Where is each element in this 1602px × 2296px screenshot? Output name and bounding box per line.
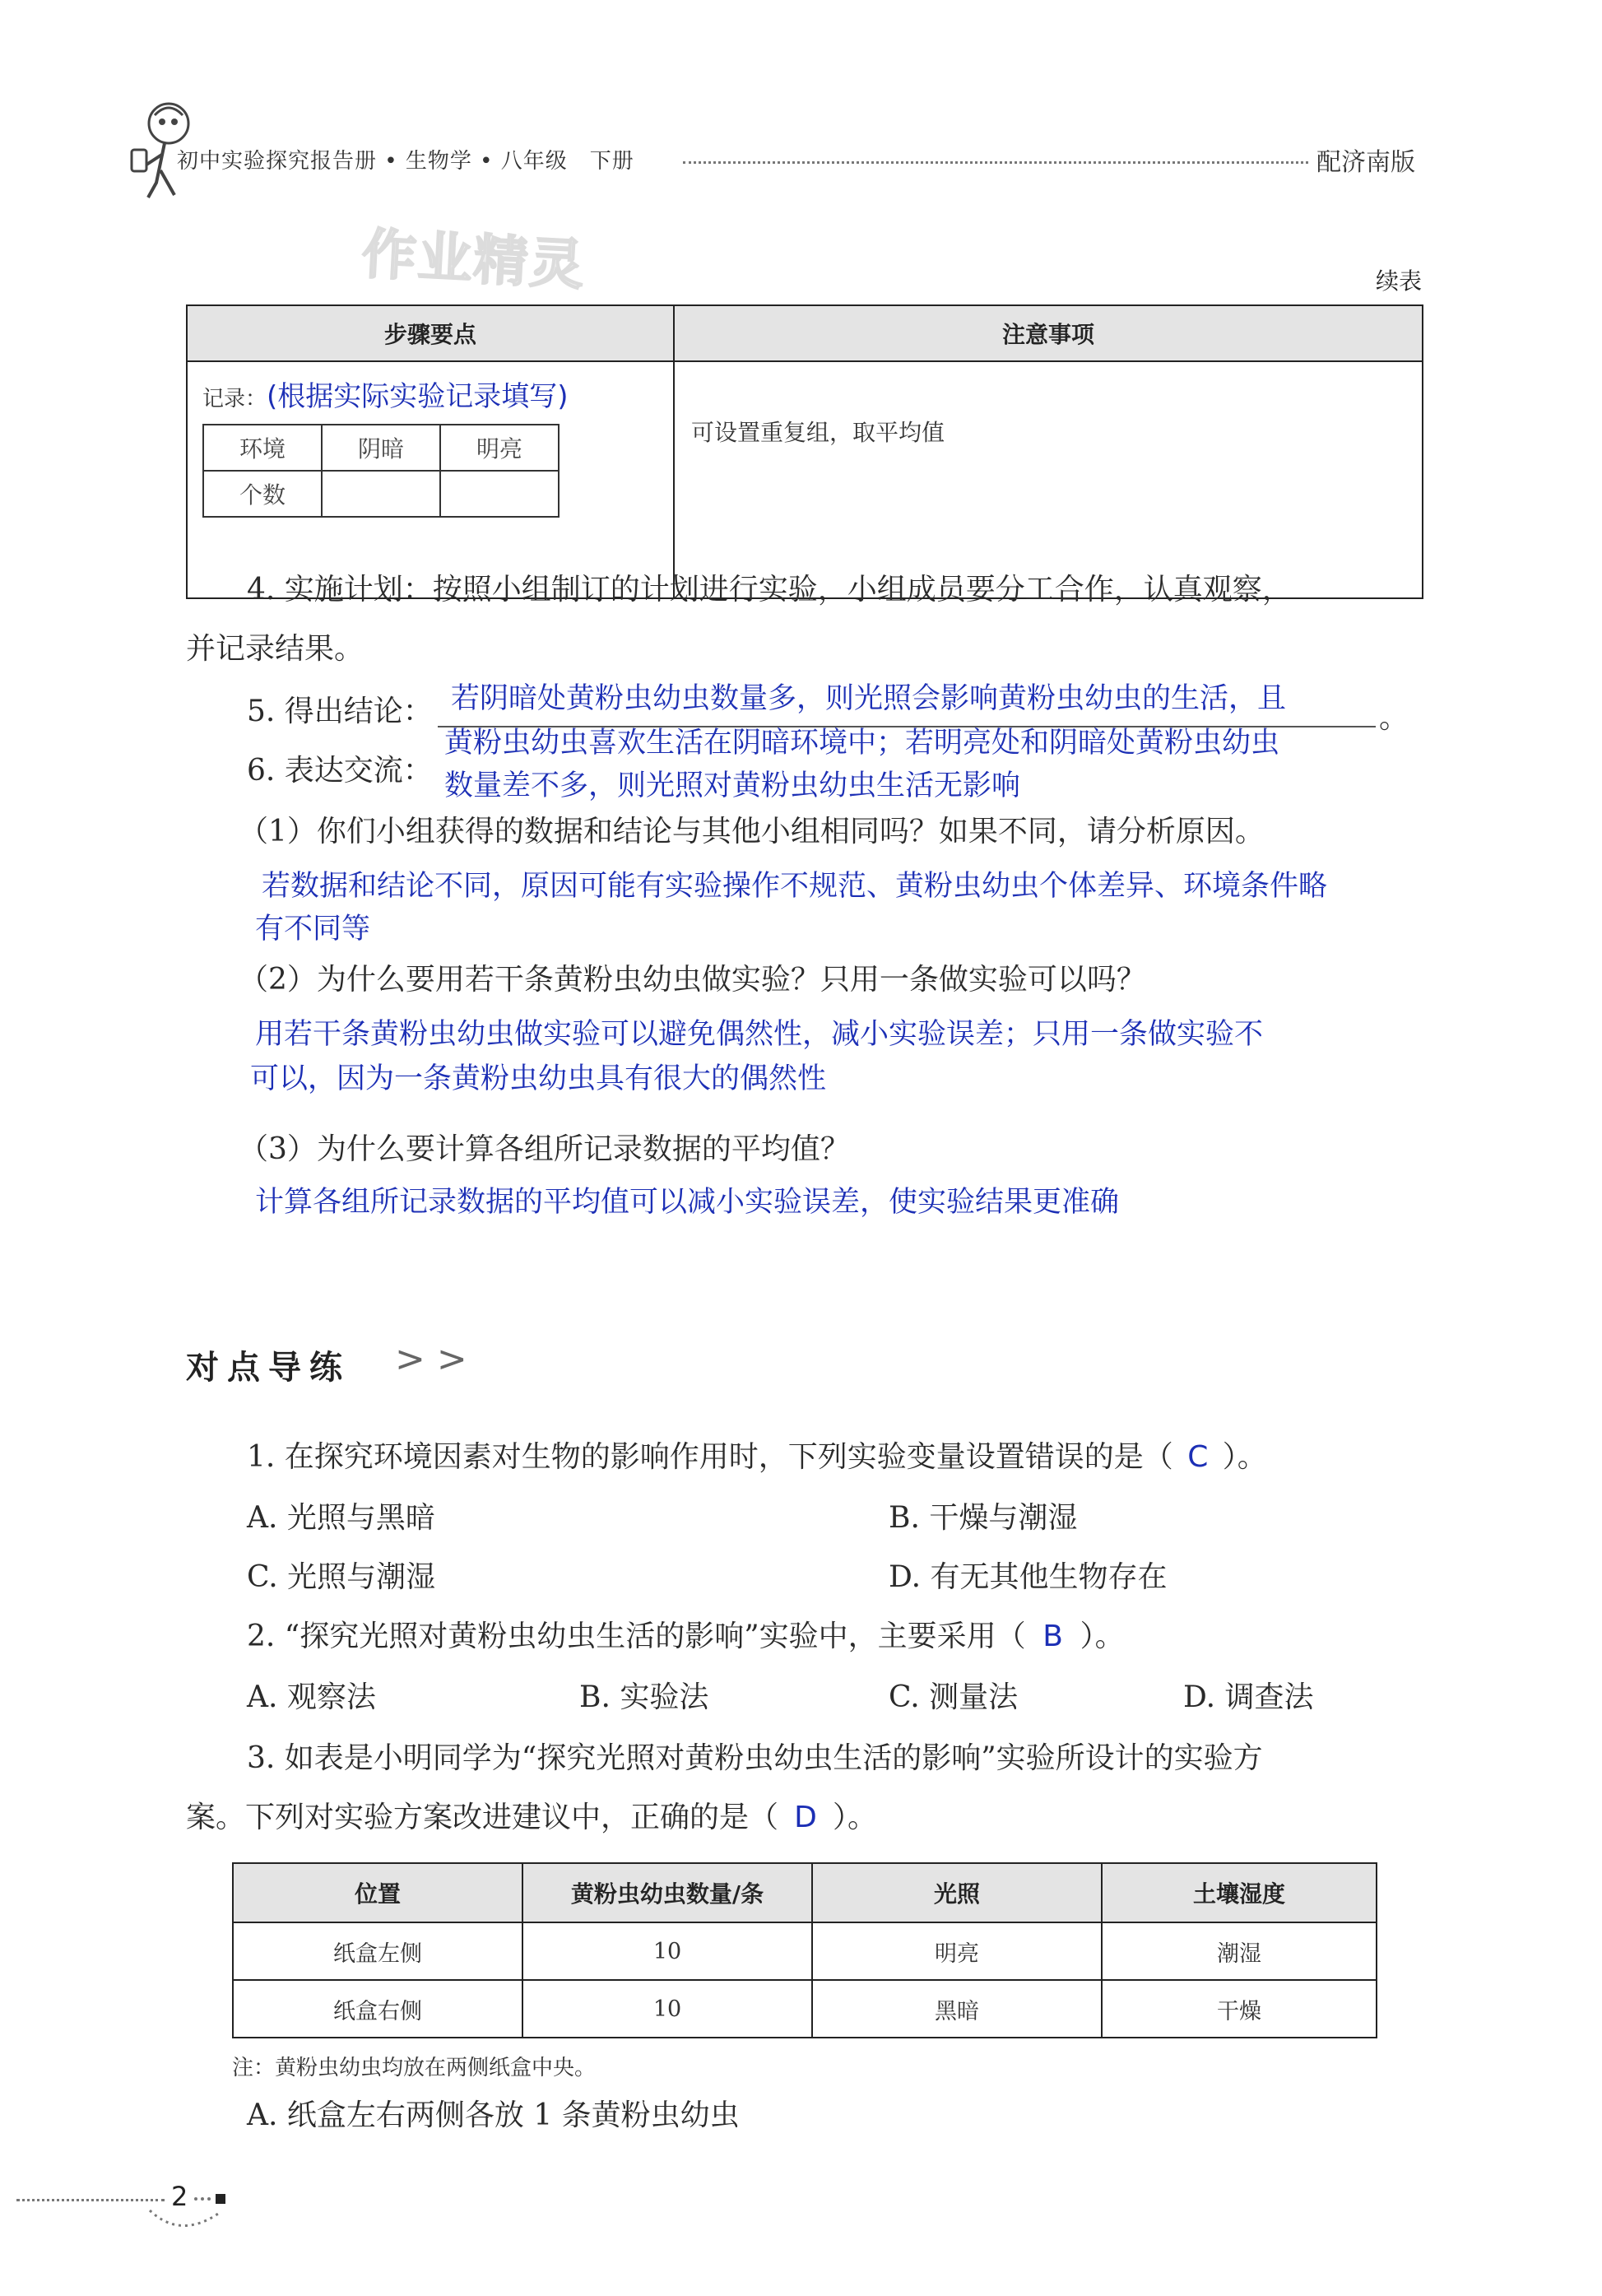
answer-1-line1: 若数据和结论不同，原因可能有实验操作不规范、黄粉虫幼虫个体差异、环境条件略 bbox=[262, 870, 1328, 903]
footer-marker-icon bbox=[193, 2192, 234, 2204]
page-number: 2 bbox=[171, 2181, 188, 2212]
exercise-3-answer: D bbox=[794, 1801, 817, 1834]
question-1: （1）你们小组获得的数据和结论与其他小组相同吗？如果不同，请分析原因。 bbox=[239, 815, 1265, 848]
edition-label: 配济南版 bbox=[1316, 148, 1415, 177]
exercise-1-option-b: B. 干燥与潮湿 bbox=[889, 1501, 1078, 1535]
exercise-1-option-a: A. 光照与黑暗 bbox=[247, 1501, 435, 1535]
exercise-3-end: ）。 bbox=[833, 1801, 878, 1834]
notes-cell: 可设置重复组，取平均值 bbox=[674, 361, 1423, 598]
col-light: 光照 bbox=[812, 1863, 1102, 1922]
table-cell: 明亮 bbox=[812, 1922, 1102, 1980]
answer-2-line1: 用若干条黄粉虫幼虫做实验可以避免偶然性，减小实验误差；只用一条做实验不 bbox=[255, 1018, 1264, 1051]
exercise-2-text: 2. “探究光照对黄粉虫幼虫生活的影响”实验中，主要采用（ bbox=[247, 1620, 1026, 1653]
table-cell: 黑暗 bbox=[812, 1980, 1102, 2038]
exercise-1-end: ）。 bbox=[1222, 1440, 1267, 1474]
exercise-1-option-d: D. 有无其他生物存在 bbox=[889, 1560, 1168, 1594]
watermark: 作业精灵 bbox=[360, 221, 587, 298]
col-humidity: 土壤湿度 bbox=[1102, 1863, 1377, 1922]
header-steps: 步骤要点 bbox=[187, 305, 674, 361]
table-cell: 潮湿 bbox=[1102, 1922, 1377, 1980]
table-note: 注：黄粉虫幼虫均放在两侧纸盒中央。 bbox=[232, 2056, 597, 2080]
exercise-1-answer: C bbox=[1187, 1440, 1209, 1474]
step5-answer-line1: 若阴暗处黄粉虫幼虫数量多，则光照会影响黄粉虫幼虫的生活，且 bbox=[451, 682, 1287, 715]
exercise-2-option-a: A. 观察法 bbox=[247, 1680, 376, 1714]
section-arrows: > > bbox=[395, 1338, 467, 1380]
col-position: 位置 bbox=[233, 1863, 522, 1922]
header-notes: 注意事项 bbox=[674, 305, 1423, 361]
step6-label: 6. 表达交流： bbox=[247, 754, 433, 788]
step4-line2: 并记录结果。 bbox=[186, 632, 365, 666]
record-cell bbox=[187, 361, 674, 598]
exercise-3-text: 案。下列对实验方案改进建议中，正确的是（ bbox=[186, 1801, 779, 1834]
answer-2-line2: 可以，因为一条黄粉虫幼虫具有很大的偶然性 bbox=[250, 1062, 827, 1095]
col-count: 黄粉虫幼虫数量/条 bbox=[522, 1863, 812, 1922]
question-2: （2）为什么要用若干条黄粉虫幼虫做实验？只用一条做实验可以吗？ bbox=[239, 963, 1146, 997]
step5-answer-line2: 黄粉虫幼虫喜欢生活在阴暗环境中；若明亮处和阴暗处黄粉虫幼虫 bbox=[444, 727, 1280, 760]
table-cell: 纸盒左侧 bbox=[233, 1922, 522, 1980]
step5-answer-line3: 数量差不多，则光照对黄粉虫幼虫生活无影响 bbox=[444, 769, 1021, 802]
exercise-1-text: 1. 在探究环境因素对生物的影响作用时，下列实验变量设置错误的是（ bbox=[247, 1440, 1173, 1474]
continued-label: 续表 bbox=[1376, 267, 1423, 295]
header-dots bbox=[683, 161, 1308, 164]
footer-curve bbox=[148, 2207, 222, 2232]
step5-label: 5. 得出结论： bbox=[247, 695, 433, 728]
record-inner-table bbox=[202, 424, 560, 518]
exercise-3-line1: 3. 如表是小明同学为“探究光照对黄粉虫幼虫生活的影响”实验所设计的实验方 bbox=[247, 1741, 1263, 1775]
step5-end: 。 bbox=[1379, 701, 1409, 735]
table-cell: 10 bbox=[522, 1922, 812, 1980]
section-title: 对点导练 bbox=[186, 1349, 351, 1387]
book-title: 初中实验探究报告册 • 生物学 • 八年级 下册 bbox=[177, 149, 634, 174]
table-cell: 纸盒右侧 bbox=[233, 1980, 522, 2038]
scheme-table bbox=[232, 1862, 1377, 2038]
answer-3: 计算各组所记录数据的平均值可以减小实验误差，使实验结果更准确 bbox=[255, 1186, 1120, 1219]
exercise-2-option-b: B. 实验法 bbox=[579, 1680, 709, 1714]
footer-dots bbox=[16, 2199, 165, 2201]
inner-cell: 环境 bbox=[203, 425, 322, 471]
inner-cell: 明亮 bbox=[440, 425, 559, 471]
exercise-2 bbox=[247, 1615, 1125, 1659]
table-cell: 10 bbox=[522, 1980, 812, 2038]
record-answer: (根据实际实验记录填写) bbox=[267, 380, 569, 413]
table-row bbox=[233, 1922, 1377, 1980]
exercise-3-option-a: A. 纸盒左右两侧各放 1 条黄粉虫幼虫 bbox=[247, 2098, 740, 2132]
exercise-1 bbox=[247, 1435, 1267, 1480]
record-label: 记录： bbox=[202, 387, 267, 411]
step4-line1: 4. 实施计划：按照小组制订的计划进行实验，小组成员要分工合作，认真观察， bbox=[247, 573, 1292, 607]
exercise-3-line2 bbox=[186, 1796, 877, 1840]
table-row bbox=[233, 1980, 1377, 2038]
table-cell: 干燥 bbox=[1102, 1980, 1377, 2038]
inner-cell bbox=[440, 471, 559, 517]
exercise-2-option-c: C. 测量法 bbox=[889, 1680, 1019, 1714]
answer-1-line2: 有不同等 bbox=[255, 913, 371, 946]
exercise-2-option-d: D. 调查法 bbox=[1183, 1680, 1314, 1714]
inner-cell bbox=[322, 471, 440, 517]
inner-cell: 个数 bbox=[203, 471, 322, 517]
exercise-2-end: ）。 bbox=[1080, 1620, 1125, 1653]
question-3: （3）为什么要计算各组所记录数据的平均值？ bbox=[239, 1132, 850, 1166]
exercise-1-option-c: C. 光照与潮湿 bbox=[247, 1560, 436, 1594]
steps-table bbox=[186, 304, 1423, 599]
inner-cell: 阴暗 bbox=[322, 425, 440, 471]
exercise-2-answer: B bbox=[1042, 1620, 1063, 1653]
